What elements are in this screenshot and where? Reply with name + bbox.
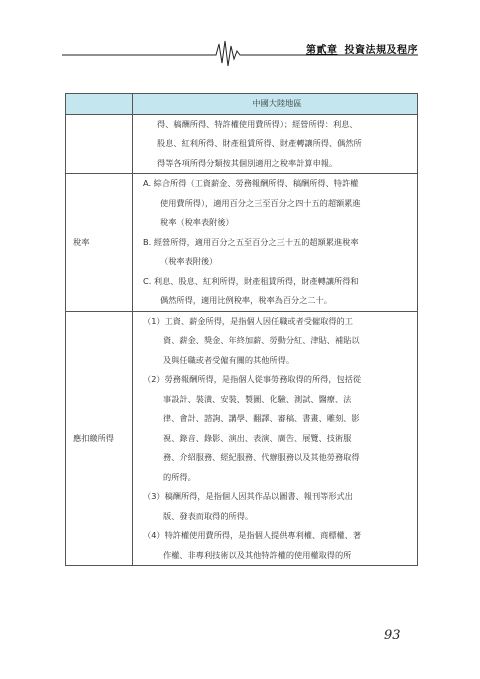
text-line: （稅率表附後） <box>160 256 218 266</box>
column-header-mainland: 中國大陸地區 <box>133 94 418 115</box>
text-line: 得、稿酬所得、特許權使用費所得）；經營所得：利息、 <box>157 118 358 129</box>
page-header <box>0 30 480 70</box>
chapter-title: 投資法規及程序 <box>344 45 418 56</box>
row-label-tax-rate: 稅率 <box>66 174 133 312</box>
text-line: （3）稿酬所得，是指個人因其作品以圖書、報刊等形式出 <box>143 491 353 501</box>
text-line: 作權、非專利技術以及其他特許權的使用權取得的所 <box>163 549 352 560</box>
row-content <box>133 114 418 174</box>
text-line: 股息、紅利所得、財產租賃所得、財產轉讓所得、偶然所 <box>157 138 362 148</box>
text-line: A. 綜合所得（工資薪金、勞務報酬所得、稿酬所得、特許權 <box>143 178 359 188</box>
row-content <box>133 311 418 566</box>
text-line: 務、介紹服務、經紀服務、代辦服務以及其他勞務取得 <box>163 452 360 462</box>
chapter-number: 第貳章 <box>306 45 338 56</box>
tax-comparison-table <box>65 93 418 566</box>
row-label-continued <box>66 114 133 174</box>
chapter-heading <box>306 41 418 56</box>
text-line: （1）工資、薪金所得，是指個人因任職或者受僱取得的工 <box>143 315 353 326</box>
text-line: 律、會計、諮詢、講學、翻譯、審稿、書畫、雕刻、影 <box>163 413 360 423</box>
table-row <box>66 311 418 566</box>
text-line: 視、錄音、錄影、演出、表演、廣告、展覽、技術服 <box>163 432 352 443</box>
text-line: 得等各項所得分類按其個別適用之稅率計算申報。 <box>157 157 338 168</box>
row-label-withholding: 應扣繳所得 <box>66 311 133 566</box>
text-line: 事設計、裝潢、安裝、製圖、化驗、測試、醫療、法 <box>163 393 352 404</box>
row-content <box>133 174 418 312</box>
text-line: B. 經營所得，適用百分之五至百分之三十五的超額累進稅率 <box>143 236 359 247</box>
text-line: 稅率（稅率表附後） <box>160 217 234 227</box>
text-line: 資、薪金、獎金、年終加薪、勞動分紅、津貼、補貼以 <box>163 335 360 345</box>
table-header-row <box>66 94 418 115</box>
text-line: C. 利息、股息、紅利所得，財產租賃所得，財產轉讓所得和 <box>143 275 359 286</box>
text-line: 使用費所得），適用百分之三至百分之四十五的超額累進 <box>160 197 361 208</box>
text-line: 版、發表而取得的所得。 <box>163 510 254 521</box>
text-line: 及與任職或者受僱有關的其他所得。 <box>163 354 295 365</box>
text-line: 的所得。 <box>163 471 196 482</box>
page-number: 93 <box>384 628 401 643</box>
text-line: （2）勞務報酬所得，是指個人從事勞務取得的所得，包括從 <box>143 374 362 384</box>
header-blank-cell <box>66 94 133 115</box>
text-line: （4）特許權使用費所得，是指個人提供專利權、商標權、著 <box>143 530 362 540</box>
table-row <box>66 114 418 174</box>
text-line: 偶然所得，適用比例稅率，稅率為百分之二十。 <box>160 295 332 305</box>
table-row <box>66 174 418 312</box>
